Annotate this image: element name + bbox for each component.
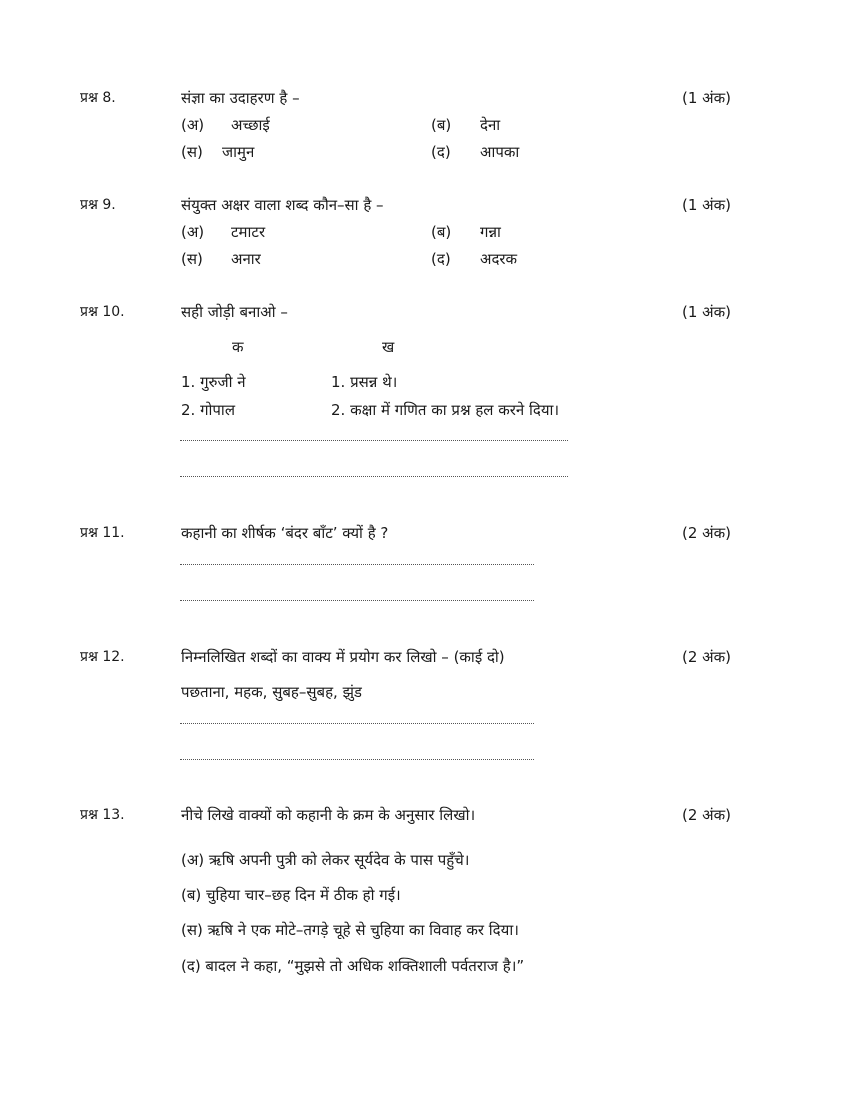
question-12-text: निम्नलिखित शब्दों का वाक्य में प्रयोग कर लिखो – (काई दो) bbox=[181, 648, 505, 666]
match-right-1: 1. प्रसन्न थे। bbox=[331, 373, 398, 391]
answer-line bbox=[180, 476, 568, 477]
option-d-marker: (द) bbox=[431, 250, 451, 268]
question-10-marks: (1 अंक) bbox=[682, 303, 731, 321]
option-b-text: देना bbox=[480, 116, 501, 134]
question-9-text: संयुक्त अक्षर वाला शब्द कौन–सा है – bbox=[181, 196, 384, 214]
option-c-text: जामुन bbox=[222, 143, 255, 161]
option-b-marker: (ब) bbox=[431, 116, 452, 134]
option-a-text: अच्छाई bbox=[231, 116, 270, 134]
option-c-text: अनार bbox=[231, 250, 261, 268]
option-b-text: गन्ना bbox=[480, 223, 501, 241]
option-b-marker: (ब) bbox=[431, 223, 452, 241]
answer-line bbox=[180, 440, 568, 441]
word-list: पछताना, महक, सुबह–सुबह, झुंड bbox=[181, 683, 362, 701]
match-right-2: 2. कक्षा में गणित का प्रश्न हल करने दिया। bbox=[331, 401, 560, 419]
column-b-heading: ख bbox=[382, 338, 395, 356]
question-11-marks: (2 अंक) bbox=[682, 524, 731, 542]
question-9-label: प्रश्न 9. bbox=[80, 197, 116, 213]
question-13-text: नीचे लिखे वाक्यों को कहानी के क्रम के अनुसार लिखो। bbox=[181, 806, 476, 824]
sequence-item-b: (ब) चुहिया चार–छह दिन में ठीक हो गई। bbox=[181, 886, 401, 904]
question-11-label: प्रश्न 11. bbox=[80, 525, 125, 541]
question-9-marks: (1 अंक) bbox=[682, 196, 731, 214]
option-a-marker: (अ) bbox=[181, 223, 205, 241]
question-8-text: संज्ञा का उदाहरण है – bbox=[181, 89, 300, 107]
answer-line bbox=[180, 600, 534, 601]
answer-line bbox=[180, 759, 534, 760]
question-8-label: प्रश्न 8. bbox=[80, 90, 116, 106]
question-10-text: सही जोड़ी बनाओ – bbox=[181, 303, 288, 321]
question-11-text: कहानी का शीर्षक ‘बंदर बाँट’ क्यों है ? bbox=[181, 524, 389, 542]
sequence-item-d: (द) बादल ने कहा, “मुझसे तो अधिक शक्तिशाली पर्वतराज है।” bbox=[181, 957, 525, 975]
question-12-marks: (2 अंक) bbox=[682, 648, 731, 666]
question-13-marks: (2 अंक) bbox=[682, 806, 731, 824]
option-a-marker: (अ) bbox=[181, 116, 205, 134]
answer-line bbox=[180, 564, 534, 565]
option-d-text: आपका bbox=[480, 143, 520, 161]
match-left-1: 1. गुरुजी ने bbox=[181, 373, 246, 391]
sequence-item-a: (अ) ऋषि अपनी पुत्री को लेकर सूर्यदेव के पास पहुँचे। bbox=[181, 851, 470, 869]
question-12-label: प्रश्न 12. bbox=[80, 649, 125, 665]
option-d-marker: (द) bbox=[431, 143, 451, 161]
question-13-label: प्रश्न 13. bbox=[80, 807, 125, 823]
column-a-heading: क bbox=[232, 338, 244, 356]
option-c-marker: (स) bbox=[181, 143, 203, 161]
option-d-text: अदरक bbox=[480, 250, 518, 268]
match-left-2: 2. गोपाल bbox=[181, 401, 235, 419]
question-10-label: प्रश्न 10. bbox=[80, 304, 125, 320]
answer-line bbox=[180, 723, 534, 724]
question-8-marks: (1 अंक) bbox=[682, 89, 731, 107]
option-a-text: टमाटर bbox=[231, 223, 266, 241]
option-c-marker: (स) bbox=[181, 250, 203, 268]
sequence-item-c: (स) ऋषि ने एक मोटे–तगड़े चूहे से चुहिया का विवाह कर दिया। bbox=[181, 921, 519, 939]
